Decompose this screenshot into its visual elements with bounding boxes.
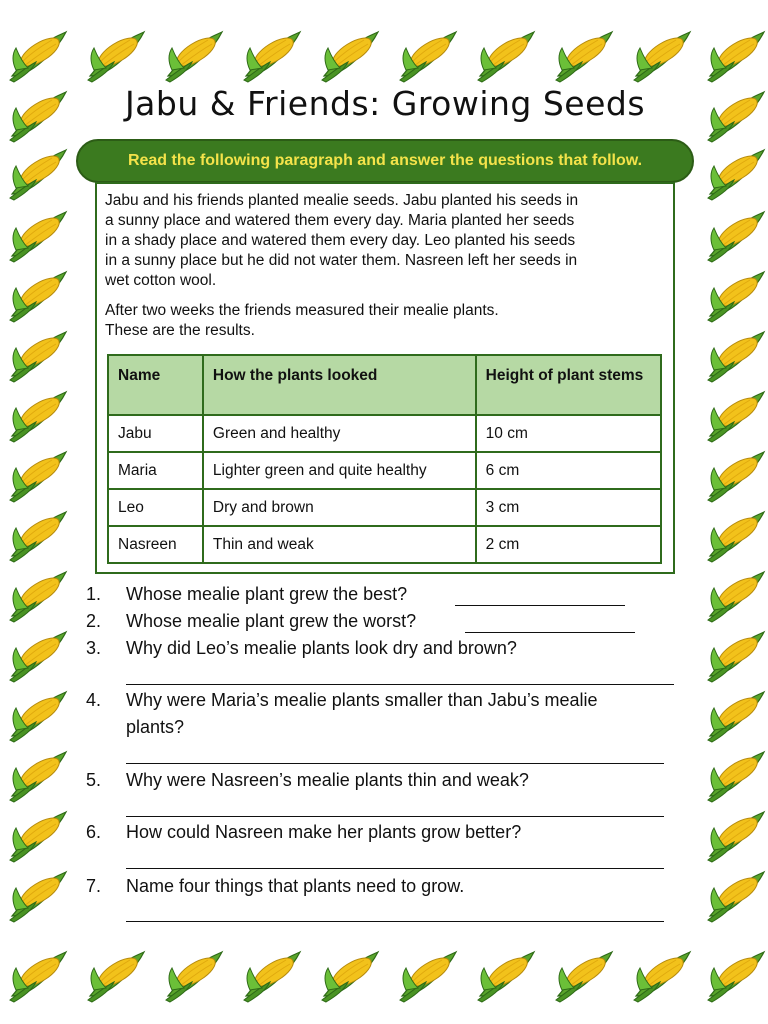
corn-cob-icon [162, 26, 226, 84]
table-row [108, 452, 661, 489]
corn-cob-icon [318, 26, 382, 84]
corn-cob-icon [6, 806, 70, 864]
cell-height: 3 cm [476, 489, 661, 526]
question-text: Why did Leo’s mealie plants look dry and brown? [126, 638, 517, 658]
corn-cob-icon [6, 86, 70, 144]
corn-cob-icon [6, 506, 70, 564]
corn-cob-icon [704, 206, 768, 264]
corn-cob-icon [6, 686, 70, 744]
corn-cob-icon [704, 686, 768, 744]
cell-height: 10 cm [476, 415, 661, 452]
answer-line[interactable] [126, 868, 664, 869]
corn-cob-icon [6, 26, 70, 84]
corn-cob-icon [552, 26, 616, 84]
answer-line[interactable] [126, 763, 664, 764]
corn-cob-icon [6, 866, 70, 924]
paragraph-line: a sunny place and watered them every day. Maria planted her seeds [105, 212, 575, 229]
corn-cob-icon [704, 266, 768, 324]
answer-line[interactable] [126, 921, 664, 922]
answer-line[interactable] [465, 632, 635, 633]
header-name: Name [108, 355, 203, 415]
paragraph-line: in a sunny place but he did not water them. Nasreen left her seeds in [105, 252, 578, 269]
corn-cob-icon [704, 26, 768, 84]
question-text: Why were Nasreen’s mealie plants thin and weak? [126, 770, 529, 790]
answer-line[interactable] [126, 684, 674, 685]
corn-cob-icon [704, 626, 768, 684]
answer-line[interactable] [455, 605, 625, 606]
results-intro [105, 301, 665, 341]
table-row [108, 415, 661, 452]
cell-appearance: Dry and brown [203, 489, 476, 526]
header-appearance: How the plants looked [203, 355, 476, 415]
cell-name: Nasreen [108, 526, 203, 563]
corn-cob-icon [552, 946, 616, 1004]
corn-cob-icon [318, 946, 382, 1004]
instruction-text: Read the following paragraph and answer the questions that follow. [127, 152, 643, 169]
corn-cob-icon [6, 386, 70, 444]
corn-cob-icon [6, 206, 70, 264]
question-text: Name four things that plants need to grow. [126, 876, 465, 896]
paragraph-line: wet cotton wool. [105, 272, 217, 289]
corn-cob-icon [704, 566, 768, 624]
results-intro-line: After two weeks the friends measured their mealie plants. [105, 302, 499, 319]
corn-cob-icon [704, 506, 768, 564]
reading-paragraph [105, 191, 665, 291]
question-number: 3. [86, 638, 102, 658]
answer-line[interactable] [126, 816, 664, 817]
question-number: 1. [86, 584, 102, 604]
corn-cob-icon [6, 946, 70, 1004]
corn-cob-icon [704, 946, 768, 1004]
question-text: Whose mealie plant grew the worst? [126, 611, 417, 631]
question-number: 6. [86, 822, 102, 842]
paragraph-line: Jabu and his friends planted mealie seeds. Jabu planted his seeds in [105, 192, 579, 209]
corn-cob-icon [396, 26, 460, 84]
cell-appearance: Green and healthy [203, 415, 476, 452]
cell-name: Maria [108, 452, 203, 489]
corn-cob-icon [704, 86, 768, 144]
corn-cob-icon [474, 946, 538, 1004]
corn-cob-icon [704, 326, 768, 384]
corn-cob-icon [630, 26, 694, 84]
corn-cob-icon [6, 326, 70, 384]
corn-cob-icon [6, 144, 70, 202]
corn-cob-icon [704, 144, 768, 202]
corn-cob-icon [6, 626, 70, 684]
corn-cob-icon [6, 266, 70, 324]
question-text: Why were Maria’s mealie plants smaller than Jabu’s mealie [126, 690, 598, 710]
results-table [107, 354, 662, 564]
cell-name: Jabu [108, 415, 203, 452]
question-number: 4. [86, 690, 102, 710]
question-number: 2. [86, 611, 102, 631]
question-number: 5. [86, 770, 102, 790]
corn-cob-icon [240, 946, 304, 1004]
corn-cob-icon [704, 806, 768, 864]
corn-cob-icon [240, 26, 304, 84]
corn-cob-icon [6, 446, 70, 504]
corn-cob-icon [84, 946, 148, 1004]
corn-cob-icon [6, 746, 70, 804]
paragraph-line: in a shady place and watered them every day. Leo planted his seeds [105, 232, 576, 249]
question-text: Whose mealie plant grew the best? [126, 584, 408, 604]
corn-cob-icon [396, 946, 460, 1004]
corn-cob-icon [630, 946, 694, 1004]
question-number: 7. [86, 876, 102, 896]
question-text: How could Nasreen make her plants grow better? [126, 822, 522, 842]
question-text: plants? [126, 717, 185, 737]
corn-cob-icon [162, 946, 226, 1004]
cell-height: 6 cm [476, 452, 661, 489]
header-height: Height of plant stems [476, 355, 661, 415]
corn-cob-icon [704, 866, 768, 924]
cell-height: 2 cm [476, 526, 661, 563]
corn-cob-icon [704, 446, 768, 504]
corn-cob-icon [704, 746, 768, 804]
cell-appearance: Thin and weak [203, 526, 476, 563]
corn-cob-icon [84, 26, 148, 84]
table-row [108, 526, 661, 563]
results-intro-line: These are the results. [105, 322, 255, 339]
table-header-row [108, 355, 661, 415]
table-row [108, 489, 661, 526]
cell-appearance: Lighter green and quite healthy [203, 452, 476, 489]
page-title: Jabu & Friends: Growing Seeds [124, 84, 646, 123]
cell-name: Leo [108, 489, 203, 526]
corn-cob-icon [6, 566, 70, 624]
instruction-banner [76, 139, 694, 183]
corn-cob-icon [474, 26, 538, 84]
corn-cob-icon [704, 386, 768, 444]
